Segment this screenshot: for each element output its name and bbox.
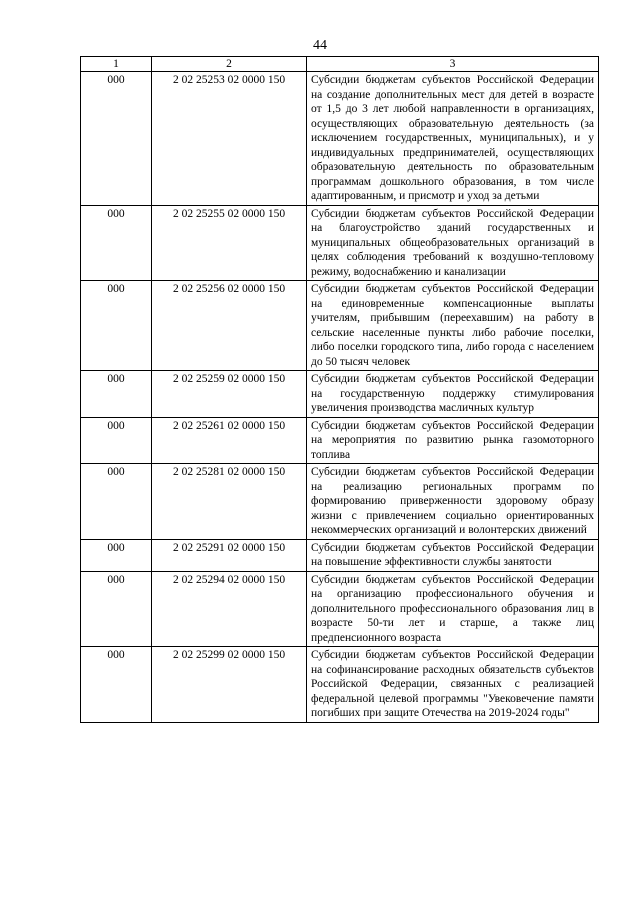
admin-code-cell: 000 [81,464,152,540]
table-row [81,539,599,571]
admin-code-cell: 000 [81,371,152,418]
admin-code-cell: 000 [81,417,152,464]
table-row [81,281,599,371]
budget-classification-table [80,56,599,723]
table-row [81,205,599,281]
table-row [81,72,599,206]
kbk-code-cell: 2 02 25261 02 0000 150 [152,417,307,464]
kbk-code-cell: 2 02 25255 02 0000 150 [152,205,307,281]
admin-code-cell: 000 [81,539,152,571]
table-header-row [81,57,599,72]
admin-code-cell: 000 [81,571,152,647]
admin-code-cell: 000 [81,281,152,371]
admin-code-cell: 000 [81,72,152,206]
kbk-code-cell: 2 02 25299 02 0000 150 [152,647,307,723]
admin-code-cell: 000 [81,647,152,723]
description-cell: Субсидии бюджетам субъектов Российской Федерации на софинансирование расходных обязательств субъектов Российской Федерации, связанных с реализацией федеральной целевой программы "Увековечение памяти погибших при защите Отечества на 2019-2024 годы" [307,647,599,723]
kbk-code-cell: 2 02 25281 02 0000 150 [152,464,307,540]
description-cell: Субсидии бюджетам субъектов Российской Федерации на создание дополнительных мест для детей в возрасте от 1,5 до 3 лет любой направленности в организациях, осуществляющих образовательную деятельность (за исключением государственных, муниципальных), и у индивидуальных предпринимателей, осуществляющих образовательную деятельность по образовательным программам дошкольного образования, в том числе адаптированным, и присмотр и уход за детьми [307,72,599,206]
column-header-3: 3 [307,57,599,72]
column-header-2: 2 [152,57,307,72]
description-cell: Субсидии бюджетам субъектов Российской Федерации на единовременные компенсационные выплаты учителям, прибывшим (переехавшим) на работу в сельские населенные пункты либо рабочие поселки, либо поселки городского типа, либо города с населением до 50 тысяч человек [307,281,599,371]
table-row [81,647,599,723]
kbk-code-cell: 2 02 25259 02 0000 150 [152,371,307,418]
column-header-1: 1 [81,57,152,72]
page-number: 44 [313,38,327,53]
table-row [81,371,599,418]
description-cell: Субсидии бюджетам субъектов Российской Федерации на благоустройство зданий государственных и муниципальных общеобразовательных организаций в целях соблюдения требований к воздушно-тепловому режиму, водоснабжению и канализации [307,205,599,281]
description-cell: Субсидии бюджетам субъектов Российской Федерации на повышение эффективности службы занятости [307,539,599,571]
kbk-code-cell: 2 02 25253 02 0000 150 [152,72,307,206]
kbk-code-cell: 2 02 25294 02 0000 150 [152,571,307,647]
table-row [81,417,599,464]
description-cell: Субсидии бюджетам субъектов Российской Федерации на реализацию региональных программ по формированию приверженности здоровому образу жизни с привлечением социально ориентированных некоммерческих организаций и волонтерских движений [307,464,599,540]
admin-code-cell: 000 [81,205,152,281]
kbk-code-cell: 2 02 25291 02 0000 150 [152,539,307,571]
kbk-code-cell: 2 02 25256 02 0000 150 [152,281,307,371]
table-row [81,464,599,540]
description-cell: Субсидии бюджетам субъектов Российской Федерации на мероприятия по развитию рынка газомоторного топлива [307,417,599,464]
description-cell: Субсидии бюджетам субъектов Российской Федерации на организацию профессионального обучения и дополнительного профессионального образования лиц в возрасте 50-ти лет и старше, а также лиц предпенсионного возраста [307,571,599,647]
table-row [81,571,599,647]
description-cell: Субсидии бюджетам субъектов Российской Федерации на государственную поддержку стимулирования увеличения производства масличных культур [307,371,599,418]
